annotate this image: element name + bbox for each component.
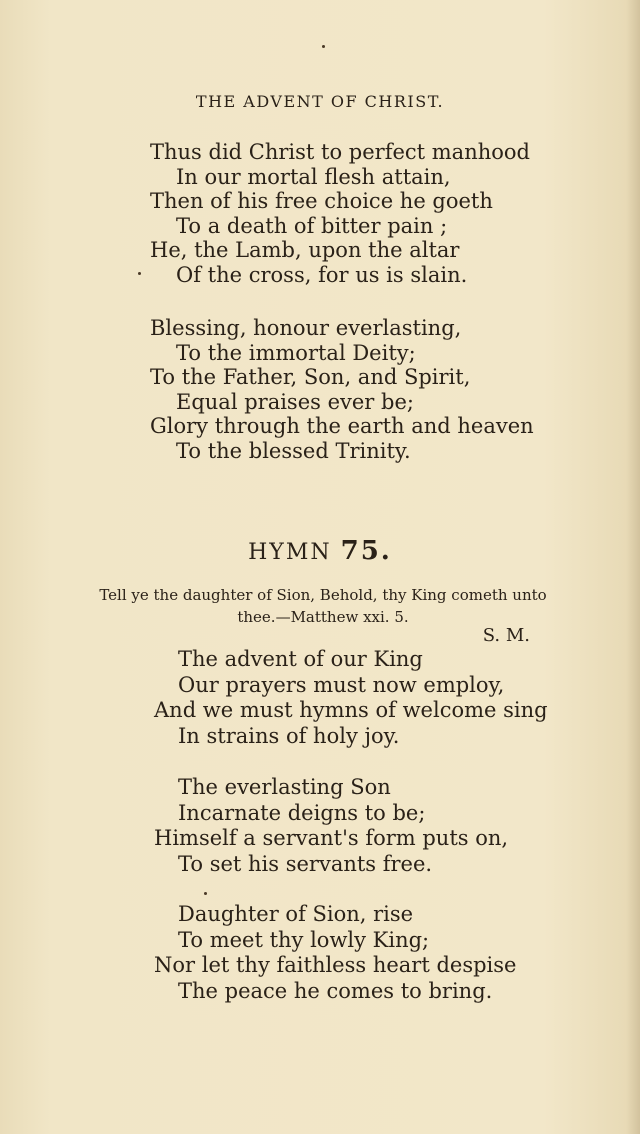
stanza-1 — [150, 140, 530, 288]
verse-line: Of the cross, for us is slain. — [176, 262, 468, 287]
verse-line: He, the Lamb, upon the altar — [150, 238, 460, 263]
stanza-5 — [154, 902, 516, 1004]
hymn-label: HYMN — [248, 540, 332, 565]
verse-line: Then of his free choice he goeth — [150, 189, 493, 214]
running-head: THE ADVENT OF CHRIST. — [195, 92, 445, 111]
verse-line: Daughter of Sion, rise — [178, 902, 414, 926]
scripture-epigraph — [78, 584, 568, 628]
page-edge-shadow — [626, 0, 640, 1134]
hymn-title — [0, 536, 640, 566]
verse-line: To a death of bitter pain ; — [176, 213, 448, 238]
verse-line: To meet thy lowly King; — [178, 927, 430, 952]
verse-line: Blessing, honour everlasting, — [150, 316, 462, 340]
stanza-3 — [154, 647, 548, 749]
verse-line: The everlasting Son — [178, 775, 391, 799]
verse-line: The advent of our King — [178, 647, 423, 671]
verse-line: Glory through the earth and heaven — [150, 414, 534, 439]
verse-line: Himself a servant's form puts on, — [154, 826, 509, 851]
verse-line: To the blessed Trinity. — [176, 438, 411, 463]
verse-line: Thus did Christ to perfect manhood — [150, 140, 530, 164]
print-speck — [322, 45, 325, 48]
verse-line: Nor let thy faithless heart despise — [154, 953, 517, 978]
verse-line: Our prayers must now employ, — [178, 672, 505, 697]
verse-line: To the Father, Son, and Spirit, — [150, 365, 471, 390]
stanza-4 — [154, 775, 508, 877]
print-speck — [138, 272, 141, 275]
verse-line: In our mortal flesh attain, — [176, 164, 451, 189]
verse-line: To set his servants free. — [178, 851, 433, 876]
stanza-2 — [150, 316, 534, 464]
verse-line: Incarnate deigns to be; — [178, 800, 426, 825]
verse-line: Equal praises ever be; — [176, 389, 414, 414]
epigraph-line: Tell ye the daughter of Sion, Behold, thy King cometh unto — [99, 586, 547, 604]
hymn-number: 75. — [340, 536, 392, 566]
verse-line: In strains of holy joy. — [178, 723, 400, 748]
print-speck — [204, 892, 207, 895]
verse-line: To the immortal Deity; — [176, 340, 416, 365]
verse-line: And we must hymns of welcome sing — [154, 698, 548, 723]
hymn-meter: S. M. — [482, 625, 530, 646]
verse-line: The peace he comes to bring. — [178, 978, 493, 1003]
epigraph-line: thee.—Matthew xxi. 5. — [237, 608, 409, 626]
